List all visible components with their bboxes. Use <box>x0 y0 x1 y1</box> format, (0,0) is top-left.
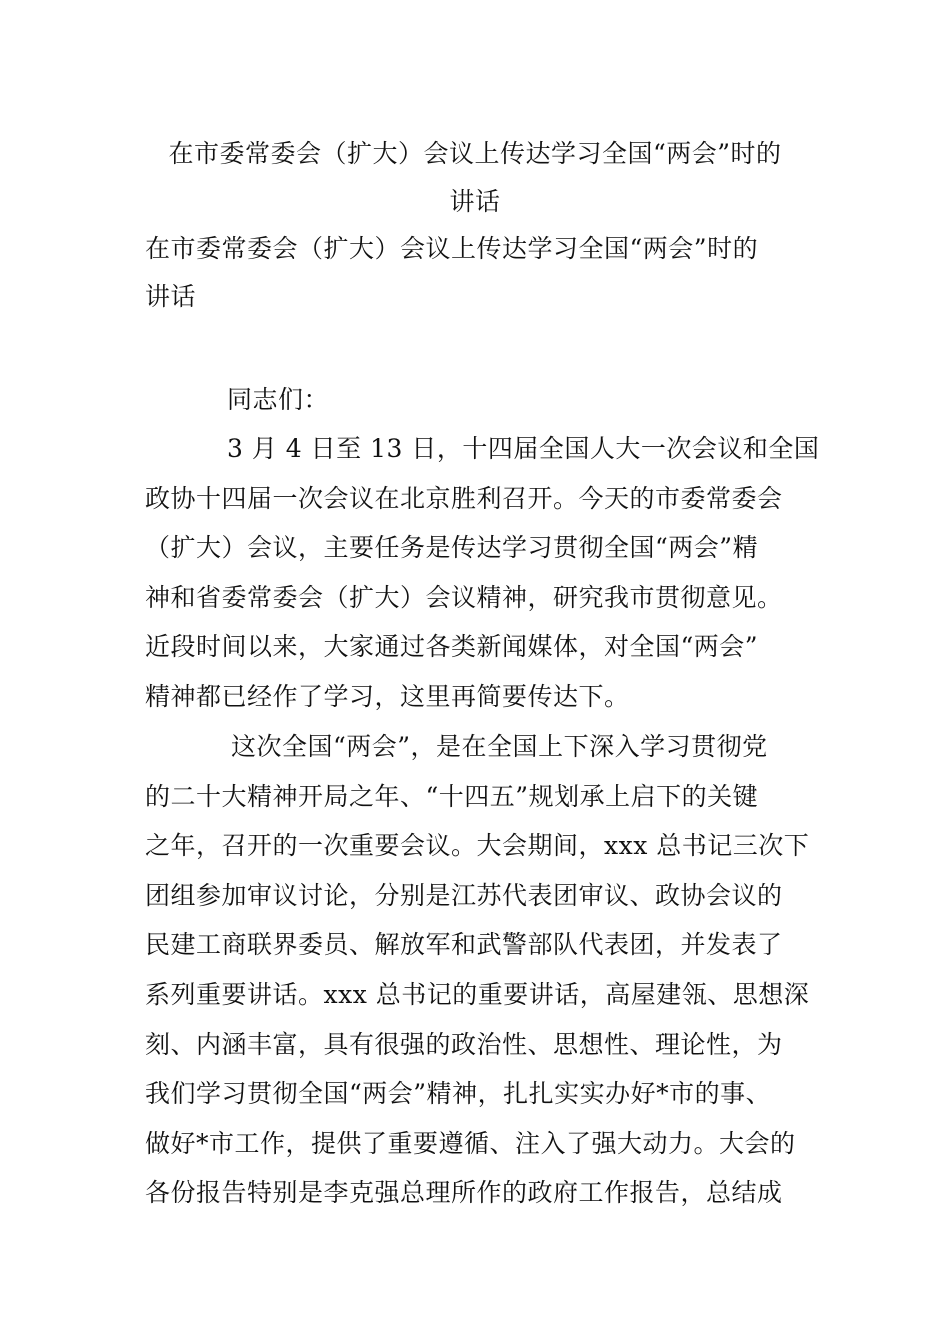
paragraph-line: 团组参加审议讨论，分别是江苏代表团审议、政协会议的 <box>145 880 783 910</box>
paragraph-line: 民建工商联界委员、解放军和武警部队代表团，并发表了 <box>145 930 783 960</box>
paragraph-line: 系列重要讲话。xxx 总书记的重要讲话，高屋建瓴、思想深 <box>145 979 810 1009</box>
title-line: 在市委常委会（扩大）会议上传达学习全国“两会”时的 <box>168 139 782 168</box>
subtitle-line: 在市委常委会（扩大）会议上传达学习全国“两会”时的 <box>145 234 759 263</box>
salutation <box>145 375 810 425</box>
paragraph-line: 这次全国“两会”，是在全国上下深入学习贯彻党 <box>231 732 768 761</box>
document-title <box>145 130 805 226</box>
paragraph-line: 神和省委常委会（扩大）会议精神，研究我市贯彻意见。 <box>145 582 783 612</box>
title-line: 讲话 <box>449 187 501 216</box>
paragraph-line: 政协十四届一次会议在北京胜利召开。今天的市委常委会 <box>145 483 783 513</box>
paragraph-2 <box>145 722 810 1218</box>
paragraph-line: 的二十大精神开局之年、“十四五”规划承上启下的关键 <box>145 781 759 811</box>
paragraph-1 <box>145 424 820 722</box>
document-subtitle <box>145 225 810 321</box>
paragraph-line: 3 月 4 日至 13 日，十四届全国人大一次会议和全国 <box>227 434 820 463</box>
paragraph-line: 做好*市工作，提供了重要遵循、注入了强大动力。大会的 <box>145 1128 796 1158</box>
paragraph-line: 精神都已经作了学习，这里再简要传达下。 <box>145 681 630 711</box>
paragraph-line: 我们学习贯彻全国“两会”精神，扎扎实实办好*市的事、 <box>145 1079 772 1109</box>
paragraph-line: 之年，召开的一次重要会议。大会期间，xxx 总书记三次下 <box>145 831 810 861</box>
paragraph-line: 各份报告特别是李克强总理所作的政府工作报告，总结成 <box>145 1178 783 1208</box>
paragraph-line: （扩大）会议，主要任务是传达学习贯彻全国“两会”精 <box>145 533 759 563</box>
subtitle-line: 讲话 <box>145 282 197 311</box>
salutation-text: 同志们： <box>227 385 330 414</box>
paragraph-line: 刻、内涵丰富，具有很强的政治性、思想性、理论性，为 <box>145 1029 783 1059</box>
paragraph-line: 近段时间以来，大家通过各类新闻媒体，对全国“两会” <box>145 632 759 662</box>
